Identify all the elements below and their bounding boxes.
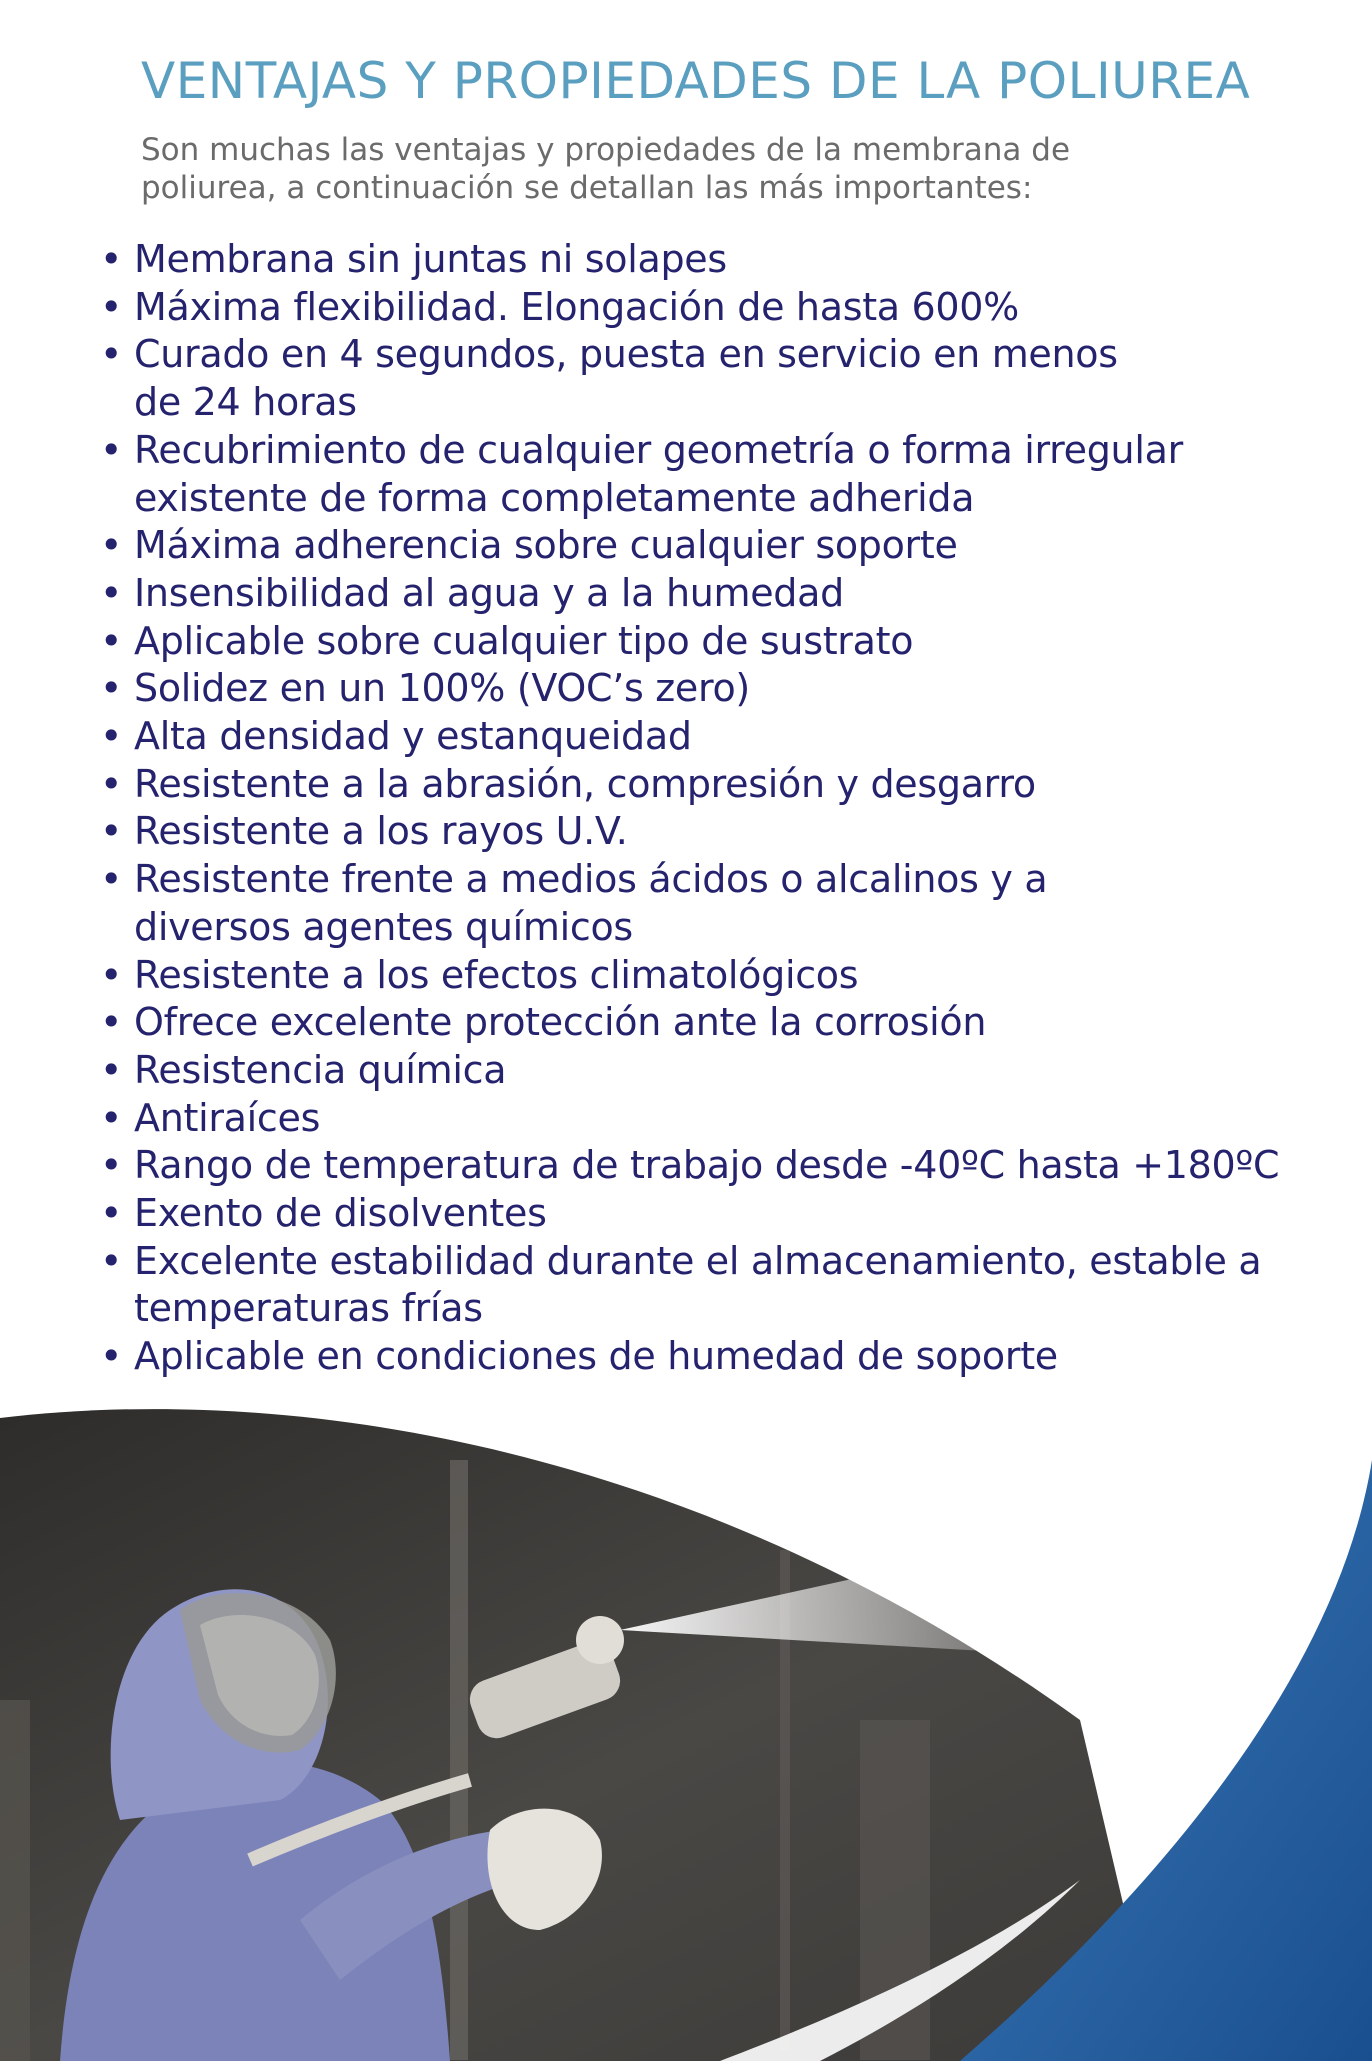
worker-photo-section [0,1400,1372,2061]
benefit-text: Membrana sin juntas ni solapes [134,237,727,281]
benefit-item [100,1095,1300,1143]
benefit-text: Antiraíces [134,1095,321,1140]
benefits-list [100,236,1300,1381]
benefit-item [100,999,1300,1047]
bullet-icon: • [100,523,123,568]
bullet-icon: • [100,857,123,902]
benefit-item [100,570,1300,618]
benefit-item [100,808,1300,856]
bullet-icon: • [100,618,123,663]
benefit-item [100,522,1300,570]
benefit-text: Resistente a la abrasión, compresión y desgarro [134,761,1036,806]
benefit-item [100,618,1300,666]
benefit-text: Máxima flexibilidad. Elongación de hasta 600% [134,284,1019,329]
bullet-icon: • [100,1000,123,1045]
bullet-icon: • [100,1095,123,1140]
bullet-icon: • [100,952,123,997]
benefit-item [100,1047,1300,1095]
benefit-text: Resistente a los rayos U.V. [134,809,628,854]
benefit-item [100,761,1300,809]
page-title: VENTAJAS Y PROPIEDADES DE LA POLIUREA [141,52,1251,110]
bullet-icon: • [100,714,123,759]
benefit-text: Insensibilidad al agua y a la humedad [134,570,844,615]
benefit-item [100,236,1300,284]
benefit-item [100,427,1244,522]
benefit-item [100,1238,1304,1333]
benefit-item [100,331,1144,426]
benefit-text: Aplicable en condiciones de humedad de soporte [134,1334,1058,1379]
benefit-text: Excelente estabilidad durante el almacenamiento, estable a temperaturas frías [134,1238,1262,1331]
intro-line-1: Son muchas las ventajas y propiedades de la membrana de [141,132,1071,168]
benefit-text: Máxima adherencia sobre cualquier soporte [134,523,958,568]
benefit-text: Curado en 4 segundos, puesta en servicio en menos de 24 horas [134,332,1118,425]
benefit-text: Aplicable sobre cualquier tipo de sustrato [134,618,914,663]
benefit-item [100,856,1114,951]
bullet-icon: • [100,761,123,806]
benefit-text: Resistencia química [134,1047,507,1092]
benefit-text: Rango de temperatura de trabajo desde -40ºC hasta +180ºC [134,1143,1280,1188]
benefit-text: Alta densidad y estanqueidad [134,714,692,759]
benefit-item [100,1190,1300,1238]
benefit-text: Ofrece excelente protección ante la corrosión [134,1000,987,1045]
bullet-icon: • [100,1143,123,1188]
bullet-icon: • [100,1334,123,1379]
bullet-icon: • [100,570,123,615]
bullet-icon: • [100,809,123,854]
benefit-text: Resistente frente a medios ácidos o alcalinos y a diversos agentes químicos [134,857,1048,949]
benefit-item [100,1333,1300,1381]
benefit-item [100,713,1300,761]
bullet-icon: • [100,1238,123,1283]
benefit-text: Resistente a los efectos climatológicos [134,952,859,997]
bullet-icon: • [100,666,123,711]
benefit-text: Recubrimiento de cualquier geometría o forma irregular existente de forma completamente adherida [134,427,1183,520]
bullet-icon: • [100,237,123,281]
bullet-icon: • [100,332,123,377]
bullet-icon: • [100,284,123,329]
intro-text [141,131,1201,207]
benefit-item [100,665,1300,713]
benefit-text: Solidez en un 100% (VOC’s zero) [134,666,750,711]
intro-line-2: poliurea, a continuación se detallan las más importantes: [141,170,1033,206]
bullet-icon: • [100,427,123,472]
benefit-item [100,952,1300,1000]
bullet-icon: • [100,1191,123,1236]
benefit-item [100,1142,1300,1190]
benefit-item [100,284,1300,332]
worker-photo-illustration [0,1400,1372,2061]
bullet-icon: • [100,1047,123,1092]
benefit-text: Exento de disolventes [134,1191,547,1236]
